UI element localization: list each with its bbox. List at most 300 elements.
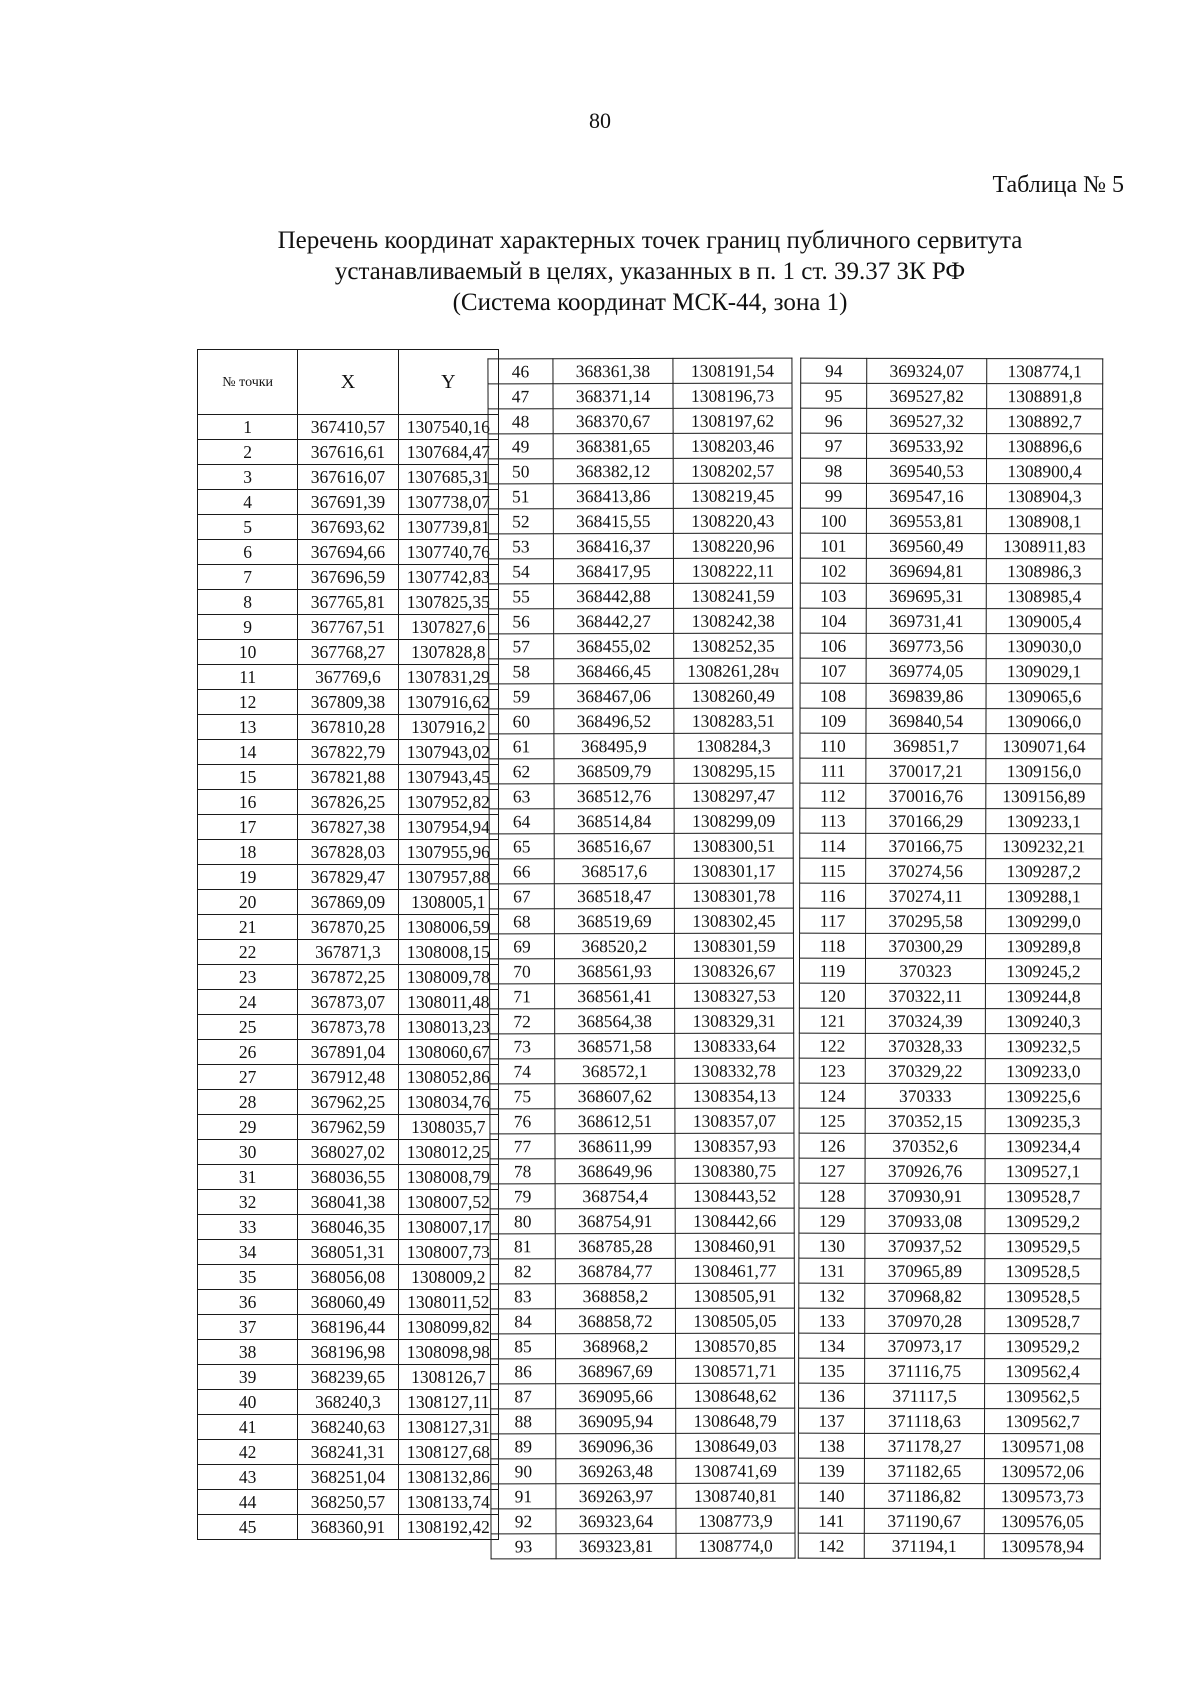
- point-number-cell: 103: [800, 583, 866, 608]
- point-number-cell: 80: [490, 1209, 555, 1234]
- x-cell: 370328,33: [865, 1033, 985, 1058]
- y-cell: 1309071,64: [986, 734, 1102, 759]
- table-row: [491, 1358, 795, 1384]
- point-number-cell: 126: [799, 1133, 865, 1158]
- y-cell: 1308283,51: [674, 708, 793, 733]
- x-cell: 367768,27: [298, 640, 398, 665]
- x-cell: 368518,47: [554, 883, 674, 908]
- x-cell: 368967,69: [556, 1358, 676, 1383]
- point-number-cell: 93: [491, 1534, 556, 1559]
- table-row: [800, 558, 1102, 584]
- table-row: [800, 658, 1102, 684]
- table-row: [490, 1333, 794, 1359]
- y-cell: 1308008,15: [398, 940, 498, 965]
- point-number-cell: 26: [198, 1040, 298, 1065]
- y-cell: 1309571,08: [984, 1434, 1100, 1459]
- y-cell: 1309529,2: [985, 1334, 1101, 1359]
- y-cell: 1308060,67: [398, 1040, 498, 1065]
- y-cell: 1308007,73: [398, 1240, 498, 1265]
- x-cell: 370322,11: [865, 983, 985, 1008]
- x-cell: 368382,12: [553, 458, 673, 483]
- table-row: [490, 1108, 794, 1134]
- y-cell: 1307828,8: [398, 640, 498, 665]
- x-cell: 368968,2: [555, 1333, 675, 1358]
- point-number-cell: 71: [490, 984, 555, 1009]
- y-cell: 1308301,59: [674, 933, 793, 958]
- table-row: [198, 1190, 499, 1215]
- x-cell: 368496,52: [554, 708, 674, 733]
- x-cell: 367694,66: [298, 540, 398, 565]
- table-row: [198, 1015, 499, 1040]
- table-row: [490, 1033, 794, 1059]
- table-row: [490, 1183, 794, 1209]
- x-cell: 369547,16: [866, 483, 986, 508]
- table-row: [198, 1315, 499, 1340]
- x-cell: 369773,56: [866, 633, 986, 658]
- point-number-cell: 94: [801, 358, 867, 383]
- point-number-cell: 38: [198, 1340, 298, 1365]
- x-header: X: [298, 350, 398, 415]
- table-row: [799, 1208, 1101, 1234]
- y-cell: 1307943,02: [398, 740, 498, 765]
- y-cell: 1308222,11: [673, 558, 792, 583]
- table-row: [491, 1383, 795, 1409]
- point-number-cell: 85: [490, 1334, 555, 1359]
- table-label: Таблица № 5: [992, 172, 1124, 198]
- x-cell: 369263,48: [556, 1458, 676, 1483]
- point-number-cell: 3: [198, 465, 298, 490]
- point-number-cell: 50: [488, 459, 553, 484]
- point-number-cell: 110: [800, 733, 866, 758]
- y-cell: 1308098,98: [398, 1340, 498, 1365]
- y-cell: 1308242,38: [674, 608, 793, 633]
- y-cell: 1309299,0: [986, 909, 1102, 934]
- x-cell: 368517,6: [554, 858, 674, 883]
- y-cell: 1308986,3: [986, 559, 1102, 584]
- y-cell: 1308252,35: [674, 633, 793, 658]
- x-cell: 370300,29: [866, 933, 986, 958]
- y-cell: 1309287,2: [986, 859, 1102, 884]
- table-row: [489, 633, 793, 659]
- x-cell: 370968,82: [865, 1283, 985, 1308]
- point-number-cell: 22: [198, 940, 298, 965]
- y-cell: 1309562,4: [985, 1359, 1101, 1384]
- point-number-cell: 89: [491, 1434, 556, 1459]
- point-number-cell: 86: [491, 1359, 556, 1384]
- point-number-cell: 70: [490, 959, 555, 984]
- y-cell: 1307739,81: [398, 515, 498, 540]
- x-cell: 367826,25: [298, 790, 398, 815]
- x-cell: 367809,38: [298, 690, 398, 715]
- x-cell: 367693,62: [298, 515, 398, 540]
- table-row: [798, 1483, 1100, 1509]
- x-cell: 368754,4: [555, 1183, 675, 1208]
- x-cell: 370166,29: [866, 808, 986, 833]
- x-cell: 369263,97: [556, 1483, 676, 1508]
- y-cell: 1308133,74: [398, 1490, 498, 1515]
- x-cell: 367765,81: [298, 590, 398, 615]
- y-cell: 1308354,13: [675, 1083, 794, 1108]
- x-cell: 369323,81: [556, 1533, 676, 1558]
- point-number-cell: 62: [489, 759, 554, 784]
- point-number-cell: 40: [198, 1390, 298, 1415]
- table-row: [491, 1533, 795, 1559]
- x-cell: 368466,45: [554, 658, 674, 683]
- point-number-cell: 142: [798, 1533, 864, 1558]
- x-cell: 370926,76: [865, 1158, 985, 1183]
- table-row: [198, 490, 499, 515]
- table-row: [799, 958, 1101, 984]
- y-cell: 1308006,59: [398, 915, 498, 940]
- table-row: [491, 1508, 795, 1534]
- point-number-cell: 75: [490, 1084, 555, 1109]
- point-number-cell: 100: [800, 508, 866, 533]
- table-row: [799, 1033, 1101, 1059]
- point-number-cell: 141: [798, 1508, 864, 1533]
- x-cell: 367410,57: [298, 415, 398, 440]
- point-number-cell: 64: [489, 809, 554, 834]
- x-cell: 368612,51: [555, 1108, 675, 1133]
- table-row: [198, 865, 499, 890]
- table-row: [198, 790, 499, 815]
- x-cell: 368027,02: [298, 1140, 398, 1165]
- table-row: [799, 1258, 1101, 1284]
- table-row: [198, 715, 499, 740]
- x-cell: 369731,41: [866, 608, 986, 633]
- point-number-cell: 19: [198, 865, 298, 890]
- point-number-cell: 59: [489, 684, 554, 709]
- y-cell: 1309562,5: [985, 1384, 1101, 1409]
- table-row: [488, 433, 792, 459]
- y-cell: 1308326,67: [674, 958, 793, 983]
- x-cell: 367691,39: [298, 490, 398, 515]
- x-cell: 368056,08: [298, 1265, 398, 1290]
- table-row: [198, 1040, 499, 1065]
- point-number-cell: 128: [799, 1183, 865, 1208]
- table-row: [799, 1308, 1101, 1334]
- y-cell: 1309065,6: [986, 684, 1102, 709]
- point-number-cell: 14: [198, 740, 298, 765]
- x-cell: 369527,32: [867, 408, 987, 433]
- table-row: [491, 1433, 795, 1459]
- x-cell: 367769,6: [298, 665, 398, 690]
- point-number-cell: 63: [489, 784, 554, 809]
- y-cell: 1308052,86: [398, 1065, 498, 1090]
- table-row: [489, 583, 793, 609]
- x-cell: 368251,04: [298, 1465, 398, 1490]
- y-cell: 1308126,7: [398, 1365, 498, 1390]
- table-row: [799, 1233, 1101, 1259]
- x-cell: 368239,65: [298, 1365, 398, 1390]
- point-number-cell: 8: [198, 590, 298, 615]
- x-cell: 369839,86: [866, 683, 986, 708]
- table-row: [800, 783, 1102, 809]
- point-number-cell: 136: [799, 1383, 865, 1408]
- x-cell: 368240,3: [298, 1390, 398, 1415]
- y-cell: 1309529,2: [985, 1209, 1101, 1234]
- table-row: [799, 1108, 1101, 1134]
- x-cell: 368754,91: [555, 1208, 675, 1233]
- y-cell: 1308220,96: [673, 533, 792, 558]
- table-row: [488, 383, 792, 409]
- table-row: [490, 983, 794, 1009]
- point-number-cell: 57: [489, 634, 554, 659]
- table-row: [800, 483, 1102, 509]
- point-number-cell: 16: [198, 790, 298, 815]
- y-cell: 1307742,83: [398, 565, 498, 590]
- y-cell: 1308192,42: [398, 1515, 498, 1540]
- table-row: [489, 608, 793, 634]
- x-cell: 371117,5: [865, 1383, 985, 1408]
- table-row: [800, 583, 1102, 609]
- y-cell: 1308329,31: [675, 1008, 794, 1033]
- y-cell: 1307943,45: [398, 765, 498, 790]
- table-row: [799, 1058, 1101, 1084]
- table-row: [489, 733, 793, 759]
- point-number-cell: 49: [488, 434, 553, 459]
- x-cell: 368572,1: [555, 1058, 675, 1083]
- point-number-cell: 60: [489, 709, 554, 734]
- table-row: [489, 858, 793, 884]
- coordinates-table-column-3: [798, 358, 1104, 1560]
- y-cell: 1309235,3: [985, 1109, 1101, 1134]
- x-cell: 370324,39: [865, 1008, 985, 1033]
- point-number-cell: 131: [799, 1258, 865, 1283]
- x-cell: 369323,64: [556, 1508, 676, 1533]
- point-number-cell: 35: [198, 1265, 298, 1290]
- point-number-cell: 137: [799, 1408, 865, 1433]
- point-number-cell: 72: [490, 1009, 555, 1034]
- y-cell: 1309528,5: [985, 1259, 1101, 1284]
- x-cell: 368611,99: [555, 1133, 675, 1158]
- y-cell: 1308911,83: [986, 534, 1102, 559]
- point-number-cell: 44: [198, 1490, 298, 1515]
- point-number-cell: 135: [799, 1358, 865, 1383]
- x-cell: 368858,72: [555, 1308, 675, 1333]
- point-number-cell: 82: [490, 1259, 555, 1284]
- x-cell: 371190,67: [864, 1508, 984, 1533]
- table-row: [490, 1283, 794, 1309]
- y-cell: 1309234,4: [985, 1134, 1101, 1159]
- x-cell: 368564,38: [555, 1008, 675, 1033]
- y-cell: 1308261,28ч: [674, 658, 793, 683]
- point-number-cell: 53: [488, 534, 553, 559]
- table-row: [489, 708, 793, 734]
- point-number-cell: 37: [198, 1315, 298, 1340]
- x-cell: 369851,7: [866, 733, 986, 758]
- table-heading: [210, 225, 1090, 318]
- y-cell: 1309066,0: [986, 709, 1102, 734]
- point-number-cell: 15: [198, 765, 298, 790]
- table-row: [800, 633, 1102, 659]
- point-number-cell: 96: [801, 408, 867, 433]
- point-number-cell: 104: [800, 608, 866, 633]
- x-cell: 368519,69: [554, 908, 674, 933]
- table-row: [198, 965, 499, 990]
- x-cell: 368509,79: [554, 758, 674, 783]
- point-number-cell: 21: [198, 915, 298, 940]
- table-row: [488, 458, 792, 484]
- table-row: [198, 815, 499, 840]
- y-cell: 1308219,45: [673, 483, 792, 508]
- point-number-cell: 81: [490, 1234, 555, 1259]
- point-number-cell: 97: [801, 433, 867, 458]
- y-cell: 1308649,03: [676, 1433, 795, 1458]
- table-row: [490, 1008, 794, 1034]
- x-cell: 369553,81: [866, 508, 986, 533]
- table-row: [800, 608, 1102, 634]
- point-number-cell: 45: [198, 1515, 298, 1540]
- y-cell: 1308127,68: [398, 1440, 498, 1465]
- x-cell: 368785,28: [555, 1233, 675, 1258]
- y-cell: 1309572,06: [984, 1459, 1100, 1484]
- y-cell: 1308741,69: [676, 1458, 795, 1483]
- table-row: [800, 733, 1102, 759]
- y-cell: 1307916,2: [398, 715, 498, 740]
- table-row: [801, 408, 1103, 434]
- point-number-cell: 140: [798, 1483, 864, 1508]
- point-number-cell: 116: [800, 883, 866, 908]
- x-cell: 371194,1: [864, 1533, 984, 1558]
- table-row: [800, 683, 1102, 709]
- point-number-cell: 29: [198, 1115, 298, 1140]
- y-cell: 1308012,25: [398, 1140, 498, 1165]
- heading-line-2: устанавливаемый в целях, указанных в п. 1 ст. 39.37 ЗК РФ: [334, 258, 966, 285]
- table-row: [198, 1140, 499, 1165]
- y-cell: 1308380,75: [675, 1158, 794, 1183]
- y-cell: 1308505,91: [675, 1283, 794, 1308]
- point-number-cell: 79: [490, 1184, 555, 1209]
- table-row: [198, 665, 499, 690]
- point-number-cell: 66: [489, 859, 554, 884]
- table-row: [198, 765, 499, 790]
- table-row: [798, 1458, 1100, 1484]
- y-cell: 1308892,7: [987, 409, 1103, 434]
- table-row: [198, 1115, 499, 1140]
- x-cell: 369095,94: [556, 1408, 676, 1433]
- y-cell: 1307825,35: [398, 590, 498, 615]
- point-number-cell: 20: [198, 890, 298, 915]
- y-cell: 1308333,64: [675, 1033, 794, 1058]
- y-cell: 1307957,88: [398, 865, 498, 890]
- table-row: [198, 1240, 499, 1265]
- point-number-cell: 12: [198, 690, 298, 715]
- x-cell: 370973,17: [865, 1333, 985, 1358]
- point-number-cell: 32: [198, 1190, 298, 1215]
- y-cell: 1308196,73: [673, 383, 792, 408]
- table-row: [198, 1290, 499, 1315]
- table-row: [198, 615, 499, 640]
- y-cell: 1309030,0: [986, 634, 1102, 659]
- table-row: [489, 783, 793, 809]
- table-row: [490, 1133, 794, 1159]
- x-cell: 370352,15: [865, 1108, 985, 1133]
- point-number-cell: 115: [800, 858, 866, 883]
- table-row: [198, 1415, 499, 1440]
- point-number-cell: 108: [800, 683, 866, 708]
- y-cell: 1308773,9: [676, 1508, 795, 1533]
- point-number-cell: 47: [488, 384, 553, 409]
- x-cell: 370166,75: [866, 833, 986, 858]
- table-row: [799, 1083, 1101, 1109]
- x-cell: 368442,27: [554, 608, 674, 633]
- table-row: [198, 1490, 499, 1515]
- x-cell: 368413,86: [553, 483, 673, 508]
- point-number-cell: 88: [491, 1409, 556, 1434]
- y-cell: 1309240,3: [985, 1009, 1101, 1034]
- y-cell: 1308220,43: [673, 508, 792, 533]
- x-cell: 367822,79: [298, 740, 398, 765]
- x-cell: 367696,59: [298, 565, 398, 590]
- table-row: [799, 1408, 1101, 1434]
- point-number-cell: 52: [488, 509, 553, 534]
- point-number-cell: 113: [800, 808, 866, 833]
- table-row: [800, 533, 1102, 559]
- y-cell: 1308774,0: [676, 1533, 795, 1558]
- y-cell: 1309289,8: [985, 934, 1101, 959]
- y-cell: 1309232,21: [986, 834, 1102, 859]
- x-cell: 368467,06: [554, 683, 674, 708]
- y-cell: 1308284,3: [674, 733, 793, 758]
- y-cell: 1309244,8: [985, 984, 1101, 1009]
- x-cell: 367872,25: [298, 965, 398, 990]
- table-row: [490, 1058, 794, 1084]
- point-number-cell: 101: [800, 533, 866, 558]
- table-row: [799, 1333, 1101, 1359]
- point-number-cell: 2: [198, 440, 298, 465]
- x-cell: 369527,82: [867, 383, 987, 408]
- x-cell: 368416,37: [553, 533, 673, 558]
- x-cell: 371118,63: [865, 1408, 985, 1433]
- x-cell: 369095,66: [556, 1383, 676, 1408]
- point-number-cell: 138: [798, 1433, 864, 1458]
- point-number-cell: 91: [491, 1484, 556, 1509]
- x-cell: 368561,93: [555, 958, 675, 983]
- x-cell: 368442,88: [554, 583, 674, 608]
- y-cell: 1307954,94: [398, 815, 498, 840]
- x-cell: 371178,27: [864, 1433, 984, 1458]
- y-cell: 1308295,15: [674, 758, 793, 783]
- point-number-cell: 129: [799, 1208, 865, 1233]
- x-cell: 367870,25: [298, 915, 398, 940]
- point-number-cell: 130: [799, 1233, 865, 1258]
- y-cell: 1308132,86: [398, 1465, 498, 1490]
- point-number-cell: 28: [198, 1090, 298, 1115]
- y-cell: 1308099,82: [398, 1315, 498, 1340]
- table-row: [198, 440, 499, 465]
- x-cell: 369560,49: [866, 533, 986, 558]
- x-cell: 370295,58: [866, 908, 986, 933]
- point-number-cell: 69: [489, 934, 554, 959]
- point-number-cell: 127: [799, 1158, 865, 1183]
- x-cell: 370016,76: [866, 783, 986, 808]
- x-cell: 369695,31: [866, 583, 986, 608]
- table-row: [489, 933, 793, 959]
- x-cell: 368361,38: [553, 358, 673, 383]
- point-number-cell: 7: [198, 565, 298, 590]
- x-cell: 367962,25: [298, 1090, 398, 1115]
- y-cell: 1309573,73: [984, 1484, 1100, 1509]
- point-number-cell: 48: [488, 409, 553, 434]
- point-number-cell: 42: [198, 1440, 298, 1465]
- x-cell: 367873,07: [298, 990, 398, 1015]
- table-row: [491, 1483, 795, 1509]
- point-number-cell: 111: [800, 758, 866, 783]
- table-row: [198, 540, 499, 565]
- table-row: [490, 1083, 794, 1109]
- point-number-cell: 133: [799, 1308, 865, 1333]
- y-cell: 1308007,52: [398, 1190, 498, 1215]
